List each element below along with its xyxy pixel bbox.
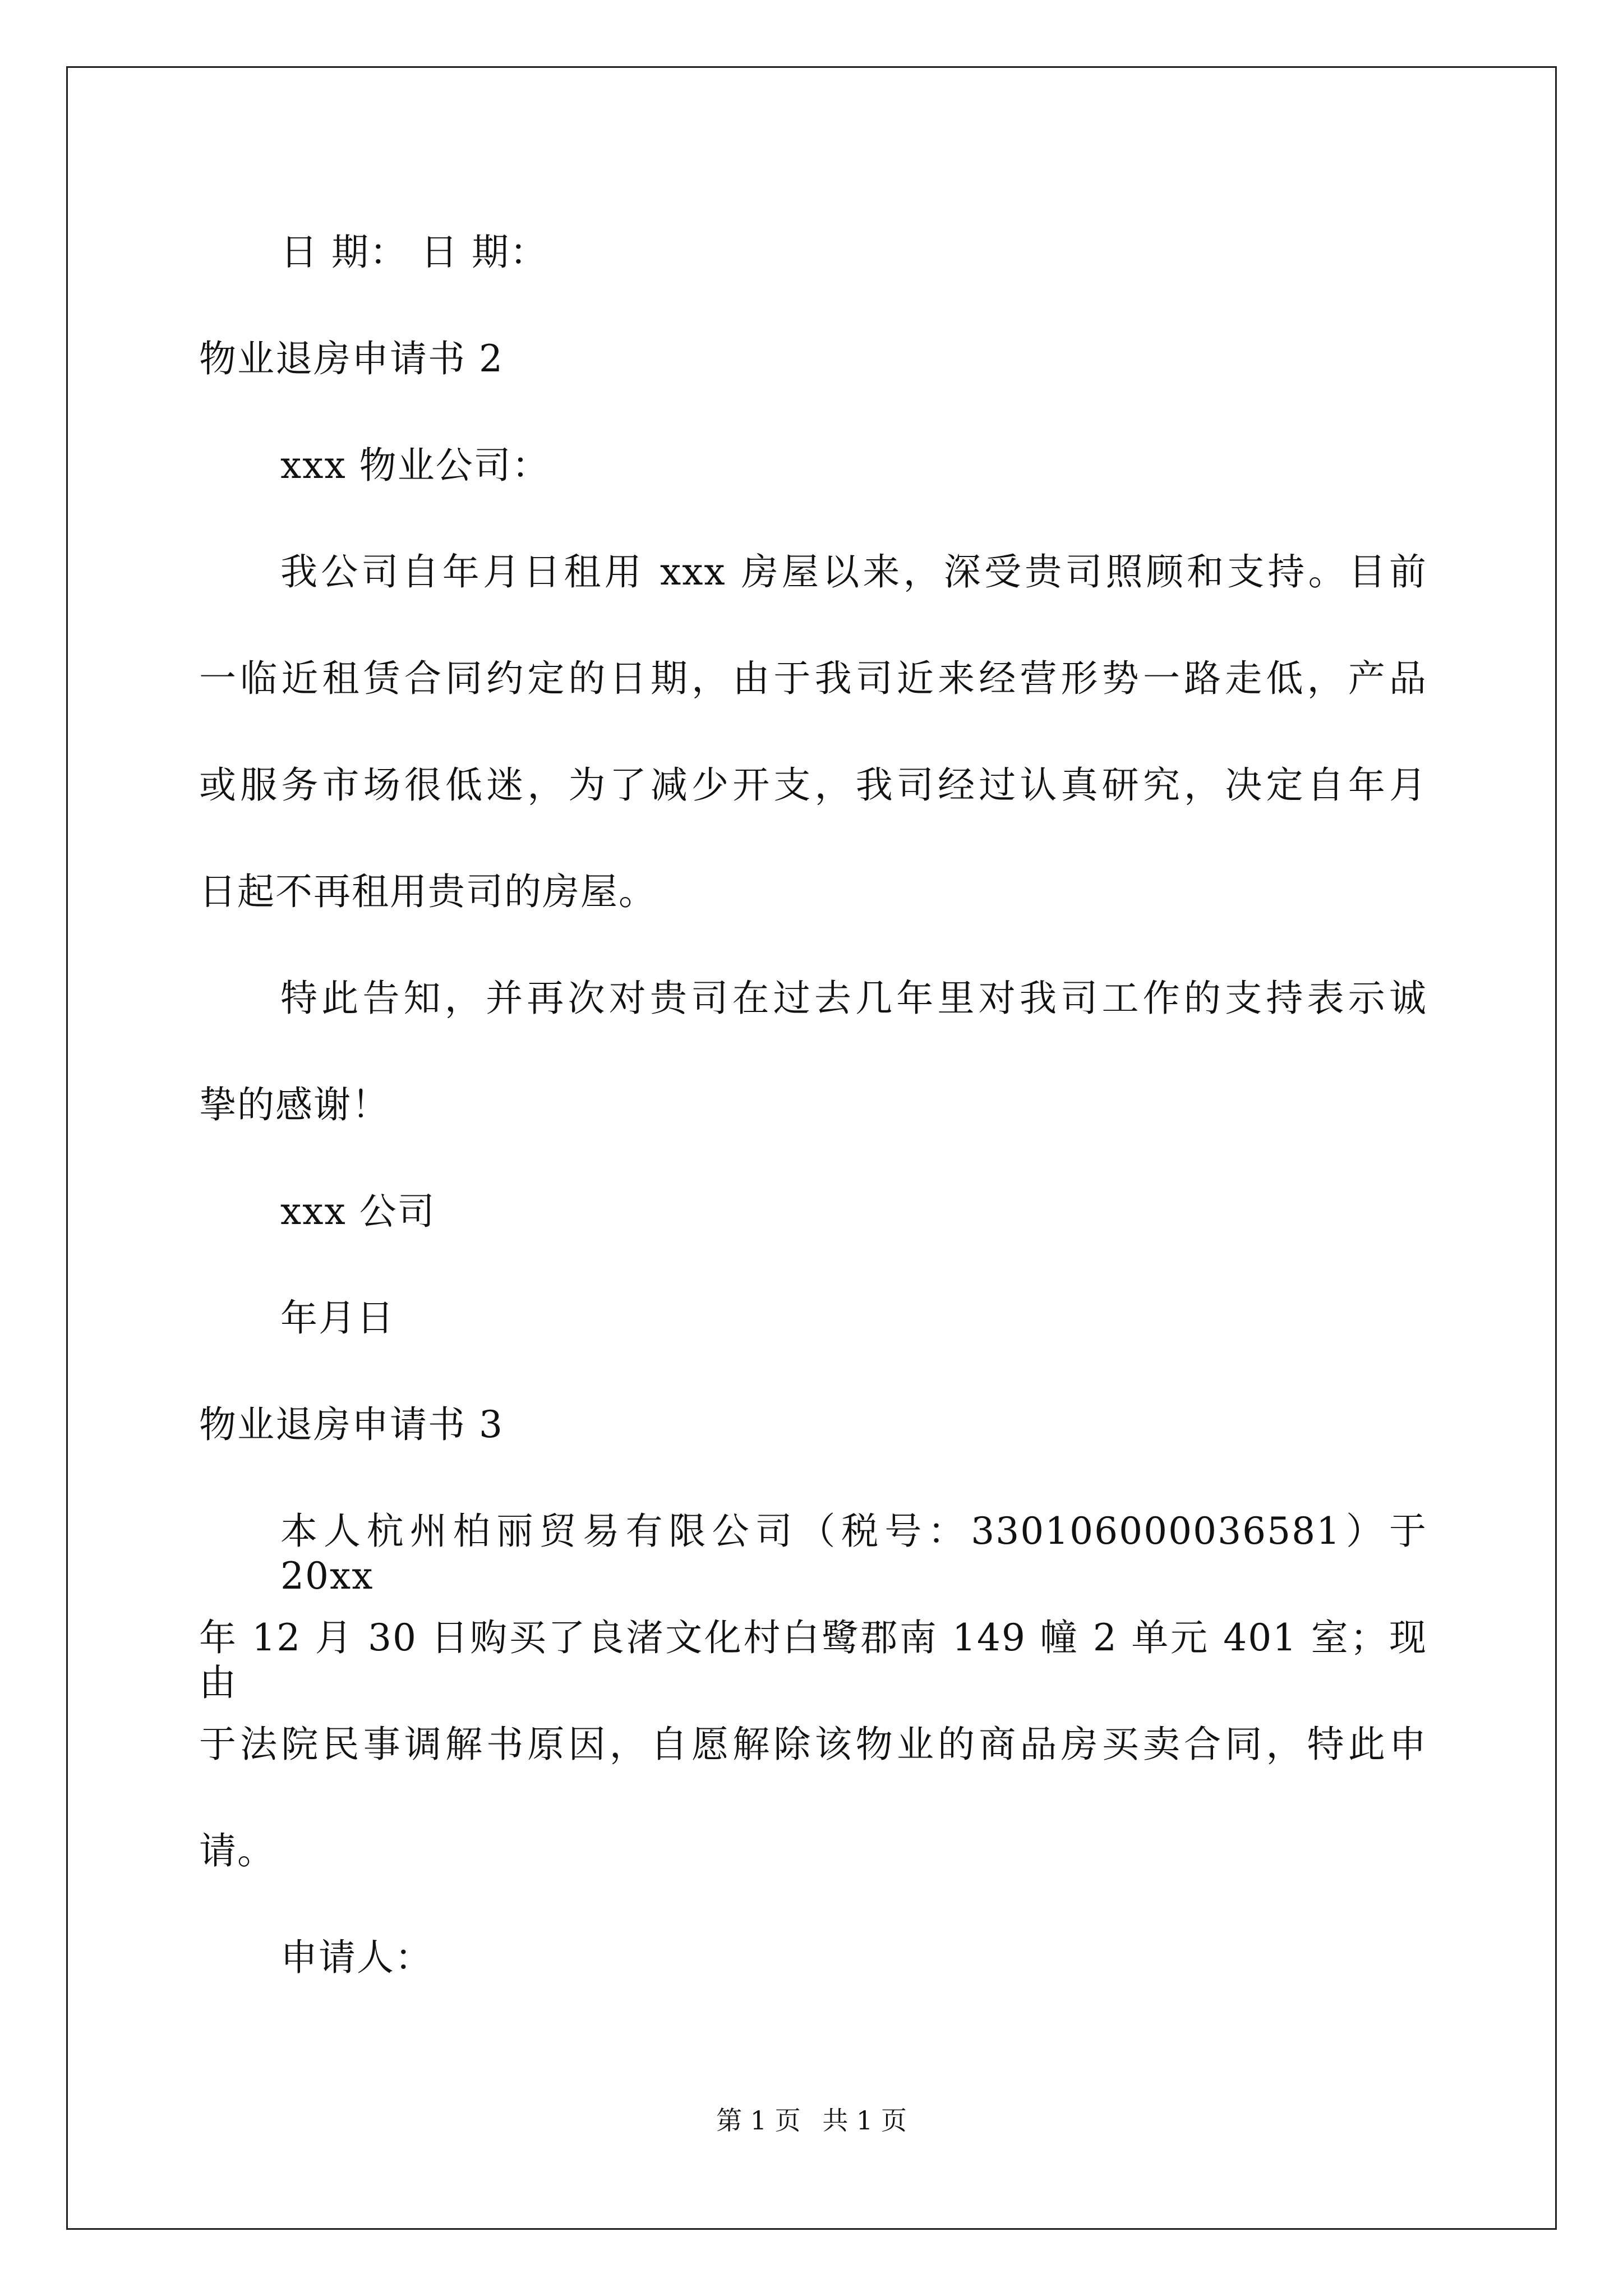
section-3-para1-line4: 请。: [199, 1829, 275, 1872]
section-2-para2-line2: 挚的感谢！: [199, 1083, 390, 1126]
section-3-applicant: 申请人：: [280, 1936, 433, 1979]
section-3-para1-line3: 于法院民事调解书原因，自愿解除该物业的商品房买卖合同，特此申: [199, 1723, 1427, 1766]
date-line: 日 期： 日 期：: [280, 231, 548, 274]
section-3-para1-line1: 本人杭州柏丽贸易有限公司（税号：330106000036581）于 20xx: [280, 1510, 1427, 1598]
section-2-para2-line1: 特此告知，并再次对贵司在过去几年里对我司工作的支持表示诚: [280, 977, 1427, 1020]
page-footer: [0, 2104, 1623, 2137]
section-2-date: 年月日: [280, 1296, 395, 1340]
section-2-para1-line4: 日起不再租用贵司的房屋。: [199, 870, 657, 913]
section-3-title: 物业退房申请书 3: [199, 1403, 504, 1446]
section-2-salutation: xxx 物业公司：: [280, 444, 550, 487]
page-total: 共 1 页: [822, 2105, 907, 2136]
page-number: 第 1 页: [716, 2105, 801, 2136]
section-2-title: 物业退房申请书 2: [199, 337, 504, 380]
section-3-para1-line2: 年 12 月 30 日购买了良渚文化村白鹭郡南 149 幢 2 单元 401 室；现由: [199, 1616, 1427, 1704]
section-2-para1-line2: 一临近租赁合同约定的日期，由于我司近来经营形势一路走低，产品: [199, 657, 1427, 700]
section-2-signature: xxx 公司: [280, 1190, 436, 1233]
section-2-para1-line1: 我公司自年月日租用 xxx 房屋以来，深受贵司照顾和支持。目前: [280, 550, 1427, 593]
section-2-para1-line3: 或服务市场很低迷，为了减少开支，我司经过认真研究，决定自年月: [199, 763, 1427, 807]
page-border: [66, 66, 1557, 2230]
